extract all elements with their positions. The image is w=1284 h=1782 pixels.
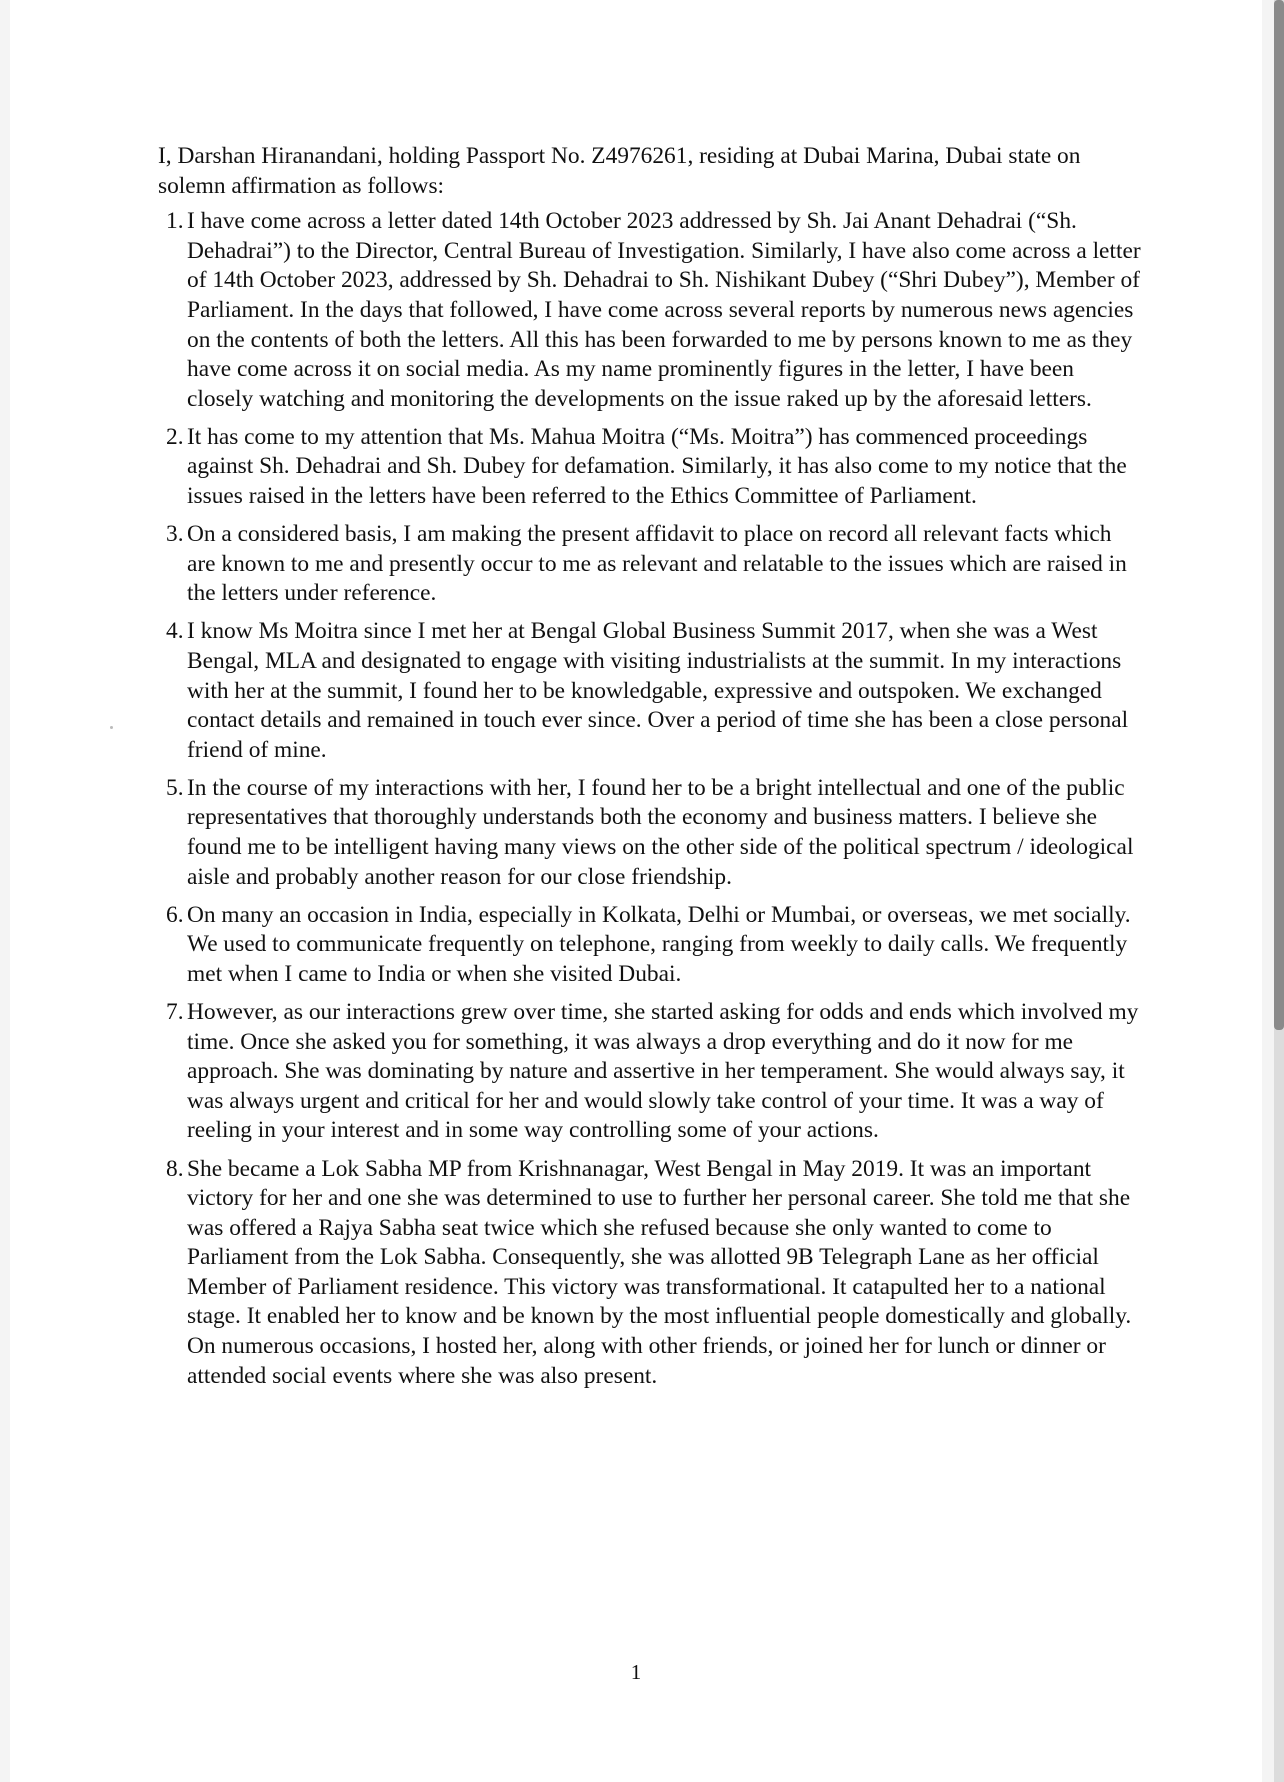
paragraph-text: On many an occasion in India, especially in Kolkata, Delhi or Mumbai, or overseas, we met socially. We used to communicate frequently on telephone, ranging from weekly to daily calls. We frequently met when I came to India or when she visited Dubai. bbox=[187, 901, 1131, 987]
scrollbar-thumb[interactable] bbox=[1274, 0, 1284, 1030]
paragraph-text: She became a Lok Sabha MP from Krishnanagar, West Bengal in May 2019. It was an important victory for her and one she was determined to use to further her personal career. She told me that she was offered a Rajya Sabha seat twice which she refused because she only wanted to come to Parliament from the Lok Sabha. Consequently, she was allotted 9B Telegraph Lane as her official Member of Parliament residence. This victory was transformational. It catapulted her to a national stage. It enabled her to know and be known by the most influential people domestically and globally. On numerous occasions, I hosted her, along with other friends, or joined her for lunch or dinner or attended social events where she was also present. bbox=[187, 1155, 1132, 1389]
list-item bbox=[158, 520, 1144, 609]
paragraph-number: 7. bbox=[166, 999, 184, 1026]
paragraph-number: 3. bbox=[166, 521, 184, 548]
list-item bbox=[158, 423, 1144, 512]
paragraph-text: I know Ms Moitra since I met her at Bengal Global Business Summit 2017, when she was a West Bengal, MLA and designated to engage with visiting industrialists at the summit. In my interactions with her at the summit, I found her to be knowledgable, expressive and outspoken. We exchanged contact details and remained in touch ever since. Over a period of time she has been a close personal friend of mine. bbox=[187, 618, 1129, 763]
vertical-scrollbar[interactable] bbox=[1274, 0, 1284, 1782]
list-item bbox=[158, 901, 1144, 990]
list-item bbox=[158, 998, 1144, 1146]
paragraph-number: 4. bbox=[166, 618, 184, 645]
paragraph-text: It has come to my attention that Ms. Mahua Moitra (“Ms. Moitra”) has commenced proceedings against Sh. Dehadrai and Sh. Dubey for defamation. Similarly, it has also come to my notice that the issues raised in the letters have been referred to the Ethics Committee of Parliament. bbox=[187, 423, 1127, 510]
document-page bbox=[10, 0, 1262, 1782]
paragraph-number: 1. bbox=[166, 208, 184, 235]
page-number: 1 bbox=[630, 1660, 642, 1684]
paragraph-text: On a considered basis, I am making the present affidavit to place on record all relevant facts which are known to me and presently occur to me as relevant and relatable to the issues which are raised in the letters under reference. bbox=[187, 521, 1127, 607]
list-item bbox=[158, 617, 1144, 765]
list-item bbox=[158, 1155, 1144, 1392]
paragraph-number: 5. bbox=[166, 774, 184, 801]
scan-speck bbox=[110, 726, 113, 729]
paragraph-number: 2. bbox=[166, 423, 184, 450]
paragraph-text: In the course of my interactions with her, I found her to be a bright intellectual and one of the public representatives that thoroughly understands both the economy and business matters. I believe she found me to be intelligent having many views on the other side of the political spectrum / ideological aisle and probably another reason for our close friendship. bbox=[187, 774, 1134, 890]
affidavit-paragraph-list bbox=[158, 207, 1144, 1391]
paragraph-number: 6. bbox=[166, 901, 184, 928]
list-item bbox=[158, 774, 1144, 892]
paragraph-number: 8. bbox=[166, 1155, 184, 1182]
list-item bbox=[158, 207, 1144, 414]
paragraph-text: However, as our interactions grew over time, she started asking for odds and ends which involved my time. Once she asked you for something, it was always a drop everything and do it now for me approach. She was dominating by nature and assertive in her temperament. She would always say, it was always urgent and critical for her and would slowly take control of your time. It was a way of reeling in your interest and in some way controlling some of your actions. bbox=[187, 999, 1139, 1144]
affidavit-body bbox=[158, 142, 1144, 1400]
paragraph-text: I have come across a letter dated 14th October 2023 addressed by Sh. Jai Anant Dehadrai (“Sh. Dehadrai”) to the Director, Central Bureau of Investigation. Similarly, I have also come across a letter of 14th October 2023, addressed by Sh. Dehadrai to Sh. Nishikant Dubey (“Shri Dubey”), Member of Parliament. In the days that followed, I have come across several reports by numerous news agencies on the contents of both the letters. All this has been forwarded to me by persons known to me as they have come across it on social media. As my name prominently figures in the letter, I have been closely watching and monitoring the developments on the issue raked up by the aforesaid letters. bbox=[187, 208, 1141, 412]
affidavit-intro: I, Darshan Hiranandani, holding Passport No. Z4976261, residing at Dubai Marina, Dubai state on solemn affirmation as follows: bbox=[158, 143, 1081, 199]
